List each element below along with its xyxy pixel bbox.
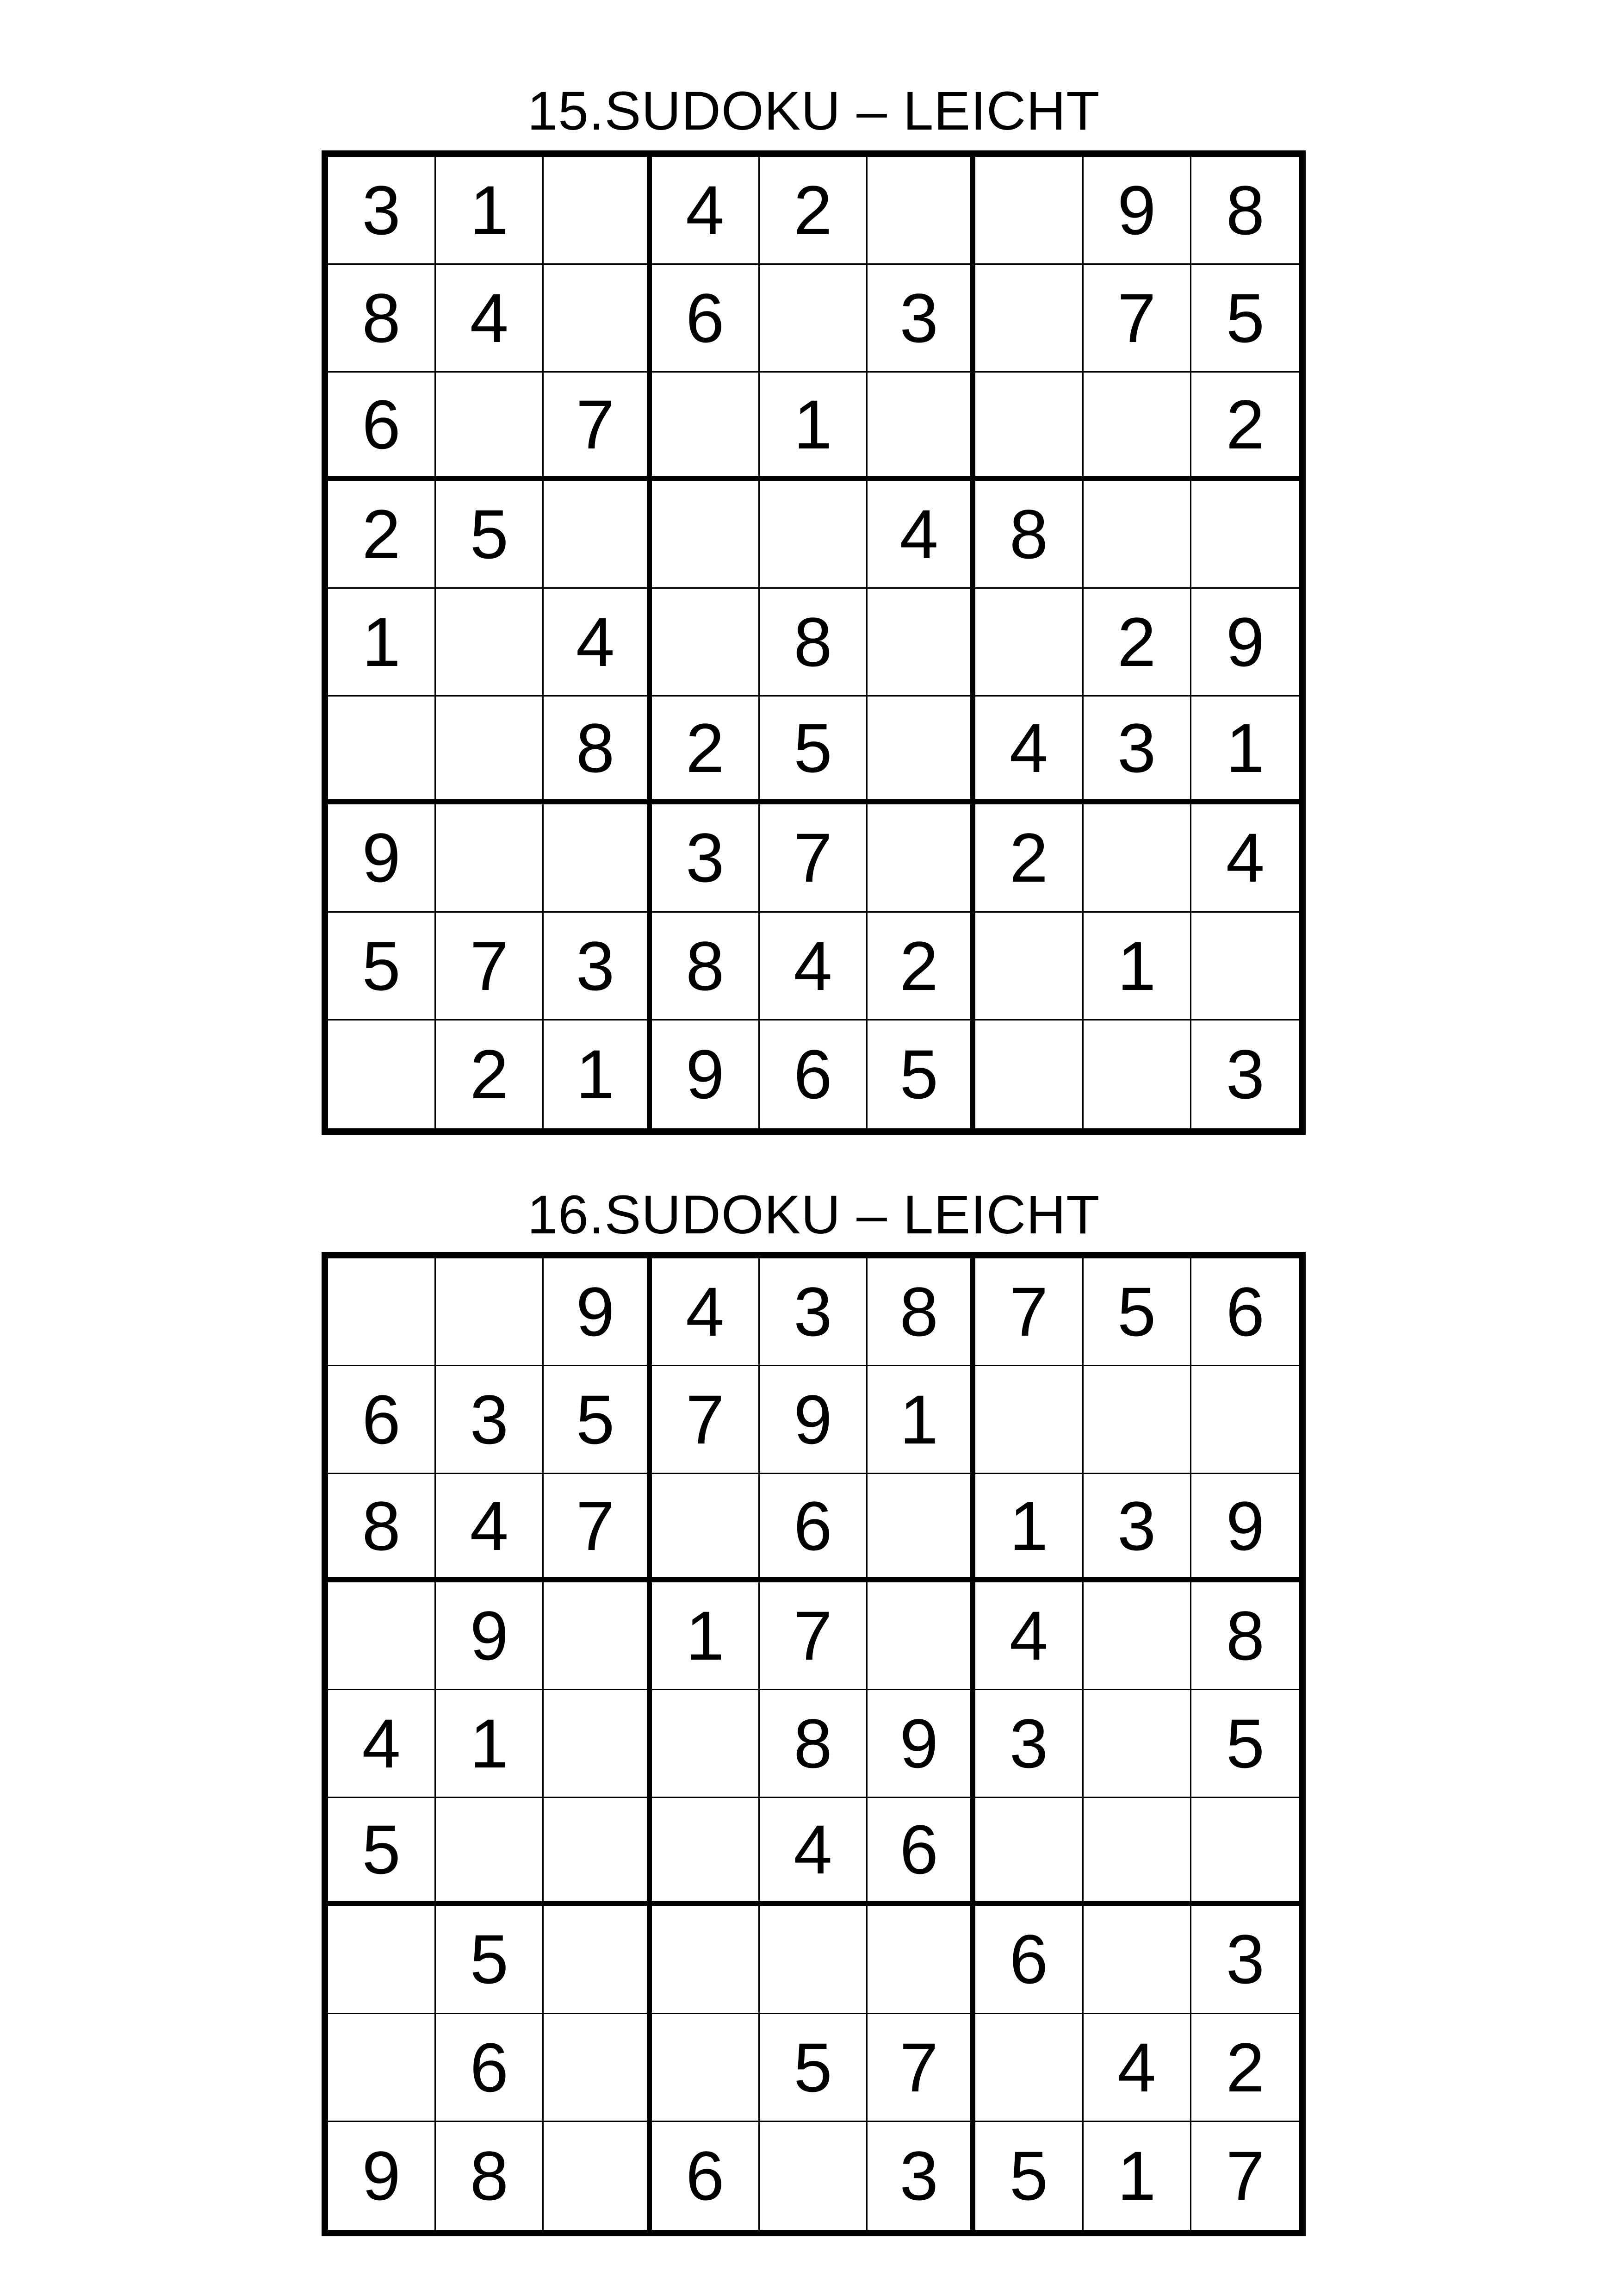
sudoku-cell: 6 xyxy=(760,1474,868,1582)
puzzle-16-title: 16.SUDOKU – LEICHT xyxy=(527,1184,1100,1245)
sudoku-cell xyxy=(1084,804,1191,912)
sudoku-cell: 3 xyxy=(544,913,651,1020)
sudoku-cell xyxy=(436,1798,544,1906)
sudoku-cell xyxy=(868,589,975,697)
sudoku-cell: 1 xyxy=(544,1020,651,1128)
sudoku-cell: 7 xyxy=(1084,265,1191,373)
sudoku-cell: 4 xyxy=(436,265,544,373)
sudoku-cell xyxy=(544,265,651,373)
sudoku-cell xyxy=(544,1798,651,1906)
sudoku-cell: 3 xyxy=(1226,1035,1265,1114)
sudoku-cell: 5 xyxy=(975,2122,1083,2230)
sudoku-cell: 8 xyxy=(975,481,1083,589)
sudoku-cell: 6 xyxy=(328,1366,436,1474)
sudoku-cell: 9 xyxy=(868,1690,975,1798)
sudoku-cell: 6 xyxy=(975,1906,1083,2014)
sudoku-cell: 1 xyxy=(868,1366,975,1474)
sudoku-cell: 8 xyxy=(328,265,436,373)
sudoku-cell: 4 xyxy=(868,481,975,589)
sudoku-cell: 8 xyxy=(1191,1582,1299,1690)
sudoku-cell: 7 xyxy=(868,2014,975,2122)
sudoku-cell: 4 xyxy=(1191,804,1299,912)
sudoku-cell xyxy=(652,589,760,697)
sudoku-cell xyxy=(760,2122,868,2230)
sudoku-cell xyxy=(544,1582,651,1690)
sudoku-cell: 9 xyxy=(544,1258,651,1366)
sudoku-cell: 2 xyxy=(1191,373,1299,480)
sudoku-cell: 1 xyxy=(1084,913,1191,1020)
sudoku-cell xyxy=(544,1906,651,2014)
sudoku-cell xyxy=(652,1798,760,1906)
sudoku-cell xyxy=(1084,1690,1191,1798)
sudoku-cell xyxy=(975,265,1083,373)
sudoku-cell: 5 xyxy=(1191,265,1299,373)
sudoku-cell: 4 xyxy=(760,1798,868,1906)
sudoku-cell: 4 xyxy=(975,697,1083,804)
sudoku-cell: 5 xyxy=(760,697,868,804)
sudoku-cell xyxy=(1084,1582,1191,1690)
sudoku-cell: 4 xyxy=(652,1258,760,1366)
sudoku-cell xyxy=(868,373,975,480)
sudoku-cell: 2 xyxy=(868,913,975,1020)
sudoku-cell xyxy=(975,1020,1083,1128)
sudoku-cell: 1 xyxy=(1191,697,1299,804)
sudoku-cell: 4 xyxy=(975,1582,1083,1690)
sudoku-cell xyxy=(544,157,651,265)
sudoku-cell xyxy=(868,1582,975,1690)
sudoku-cell: 1 xyxy=(328,589,436,697)
sudoku-cell: 1 xyxy=(975,1474,1083,1582)
sudoku-grid-16 xyxy=(322,1252,1306,2236)
sudoku-cell xyxy=(975,373,1083,480)
sudoku-cell xyxy=(1084,1906,1191,2014)
sudoku-cell: 9 xyxy=(1191,589,1299,697)
sudoku-cell: 3 xyxy=(652,804,760,912)
sudoku-cell xyxy=(544,2122,651,2230)
puzzle-15-title: 15.SUDOKU – LEICHT xyxy=(527,81,1100,142)
sudoku-cell: 3 xyxy=(1191,1906,1299,2014)
sudoku-cell xyxy=(868,1906,975,2014)
sudoku-cell: 1 xyxy=(436,1690,544,1798)
sudoku-cell: 3 xyxy=(868,2122,975,2230)
sudoku-cell: 5 xyxy=(760,2014,868,2122)
sudoku-cell xyxy=(652,481,760,589)
sudoku-cell xyxy=(328,1582,436,1690)
sudoku-cell xyxy=(975,589,1083,697)
sudoku-cell: 4 xyxy=(436,1474,544,1582)
sudoku-cell: 5 xyxy=(328,913,436,1020)
sudoku-cell: 1 xyxy=(436,157,544,265)
sudoku-cell xyxy=(1191,1366,1299,1474)
sudoku-cell: 9 xyxy=(652,1020,760,1128)
sudoku-cell xyxy=(652,1474,760,1582)
sudoku-cell: 6 xyxy=(760,1020,868,1128)
sudoku-cell xyxy=(652,2014,760,2122)
sudoku-cell: 4 xyxy=(328,1690,436,1798)
sudoku-cell xyxy=(1084,1798,1191,1906)
sudoku-cell: 2 xyxy=(760,157,868,265)
sudoku-cell: 5 xyxy=(1084,1258,1191,1366)
sudoku-cell xyxy=(760,1906,868,2014)
sudoku-cell: 6 xyxy=(868,1798,975,1906)
sudoku-cell xyxy=(328,2014,436,2122)
sudoku-cell: 2 xyxy=(1084,589,1191,697)
sudoku-cell: 5 xyxy=(328,1798,436,1906)
sudoku-cell xyxy=(436,804,544,912)
sudoku-cell xyxy=(760,481,868,589)
sudoku-cell: 8 xyxy=(1191,157,1299,265)
sudoku-cell: 3 xyxy=(328,157,436,265)
sudoku-cell xyxy=(328,697,436,804)
sudoku-cell: 5 xyxy=(436,481,544,589)
sudoku-cell: 7 xyxy=(436,913,544,1020)
sudoku-cell: 1 xyxy=(652,1582,760,1690)
sudoku-cell xyxy=(1084,1020,1191,1128)
sudoku-cell: 9 xyxy=(436,1582,544,1690)
sudoku-cell: 3 xyxy=(436,1366,544,1474)
sudoku-cell xyxy=(436,1258,544,1366)
sudoku-cell: 5 xyxy=(436,1906,544,2014)
sudoku-cell: 3 xyxy=(760,1258,868,1366)
sudoku-cell xyxy=(436,697,544,804)
sudoku-cell xyxy=(1191,481,1299,589)
sudoku-cell xyxy=(544,1690,651,1798)
sudoku-cell: 8 xyxy=(328,1474,436,1582)
sudoku-cell: 5 xyxy=(868,1020,975,1128)
sudoku-cell: 7 xyxy=(975,1258,1083,1366)
sudoku-cell: 4 xyxy=(652,157,760,265)
sudoku-grid-15 xyxy=(322,150,1306,1135)
sudoku-cell xyxy=(975,913,1083,1020)
sudoku-cell: 2 xyxy=(436,1020,544,1128)
sudoku-cell: 7 xyxy=(1226,2137,1265,2215)
sudoku-cell xyxy=(975,2014,1083,2122)
sudoku-cell: 2 xyxy=(328,481,436,589)
sudoku-cell: 5 xyxy=(1191,1690,1299,1798)
sudoku-cell: 8 xyxy=(868,1258,975,1366)
sudoku-cell: 7 xyxy=(544,1474,651,1582)
sudoku-cell xyxy=(868,804,975,912)
sudoku-cell: 7 xyxy=(760,1582,868,1690)
sudoku-cell: 4 xyxy=(760,913,868,1020)
sudoku-cell: 9 xyxy=(1191,1474,1299,1582)
sudoku-cell: 7 xyxy=(544,373,651,480)
sudoku-cell xyxy=(975,1366,1083,1474)
sudoku-cell xyxy=(760,265,868,373)
sudoku-cell: 3 xyxy=(1084,1474,1191,1582)
sudoku-cell xyxy=(868,157,975,265)
sudoku-cell xyxy=(975,157,1083,265)
sudoku-cell: 3 xyxy=(975,1690,1083,1798)
sudoku-cell: 6 xyxy=(436,2014,544,2122)
sudoku-cell xyxy=(1084,373,1191,480)
sudoku-cell: 6 xyxy=(652,265,760,373)
sudoku-cell xyxy=(436,589,544,697)
sudoku-cell: 9 xyxy=(760,1366,868,1474)
sudoku-cell: 7 xyxy=(652,1366,760,1474)
sudoku-cell: 3 xyxy=(1084,697,1191,804)
sudoku-cell: 1 xyxy=(760,373,868,480)
sudoku-cell xyxy=(868,1474,975,1582)
sudoku-cell xyxy=(328,1020,436,1128)
sudoku-cell: 5 xyxy=(544,1366,651,1474)
sudoku-cell xyxy=(328,1258,436,1366)
sudoku-cell xyxy=(1084,1366,1191,1474)
sudoku-cell: 6 xyxy=(1191,1258,1299,1366)
sudoku-cell: 6 xyxy=(328,373,436,480)
sudoku-cell xyxy=(652,373,760,480)
sudoku-cell: 3 xyxy=(868,265,975,373)
sudoku-cell: 9 xyxy=(1084,157,1191,265)
sudoku-cell xyxy=(652,1690,760,1798)
sudoku-cell: 8 xyxy=(760,589,868,697)
sudoku-cell xyxy=(544,804,651,912)
sudoku-cell: 8 xyxy=(436,2122,544,2230)
sudoku-cell xyxy=(1191,913,1299,1020)
sudoku-cell: 1 xyxy=(1084,2122,1191,2230)
sudoku-cell: 2 xyxy=(975,804,1083,912)
sudoku-cell: 9 xyxy=(328,804,436,912)
sudoku-cell: 8 xyxy=(652,913,760,1020)
sudoku-cell: 6 xyxy=(652,2122,760,2230)
sudoku-cell: 8 xyxy=(760,1690,868,1798)
sudoku-cell xyxy=(436,373,544,480)
sudoku-cell xyxy=(652,1906,760,2014)
sudoku-cell: 4 xyxy=(1084,2014,1191,2122)
sudoku-cell xyxy=(544,2014,651,2122)
sudoku-cell: 2 xyxy=(652,697,760,804)
sudoku-cell: 9 xyxy=(328,2122,436,2230)
sudoku-cell xyxy=(868,697,975,804)
sudoku-cell: 8 xyxy=(544,697,651,804)
sudoku-cell: 7 xyxy=(760,804,868,912)
sudoku-cell xyxy=(328,1906,436,2014)
sudoku-cell: 2 xyxy=(1191,2014,1299,2122)
sudoku-cell xyxy=(975,1798,1083,1906)
sudoku-cell xyxy=(544,481,651,589)
sudoku-cell: 4 xyxy=(544,589,651,697)
sudoku-cell xyxy=(1084,481,1191,589)
sudoku-cell xyxy=(1191,1798,1299,1906)
